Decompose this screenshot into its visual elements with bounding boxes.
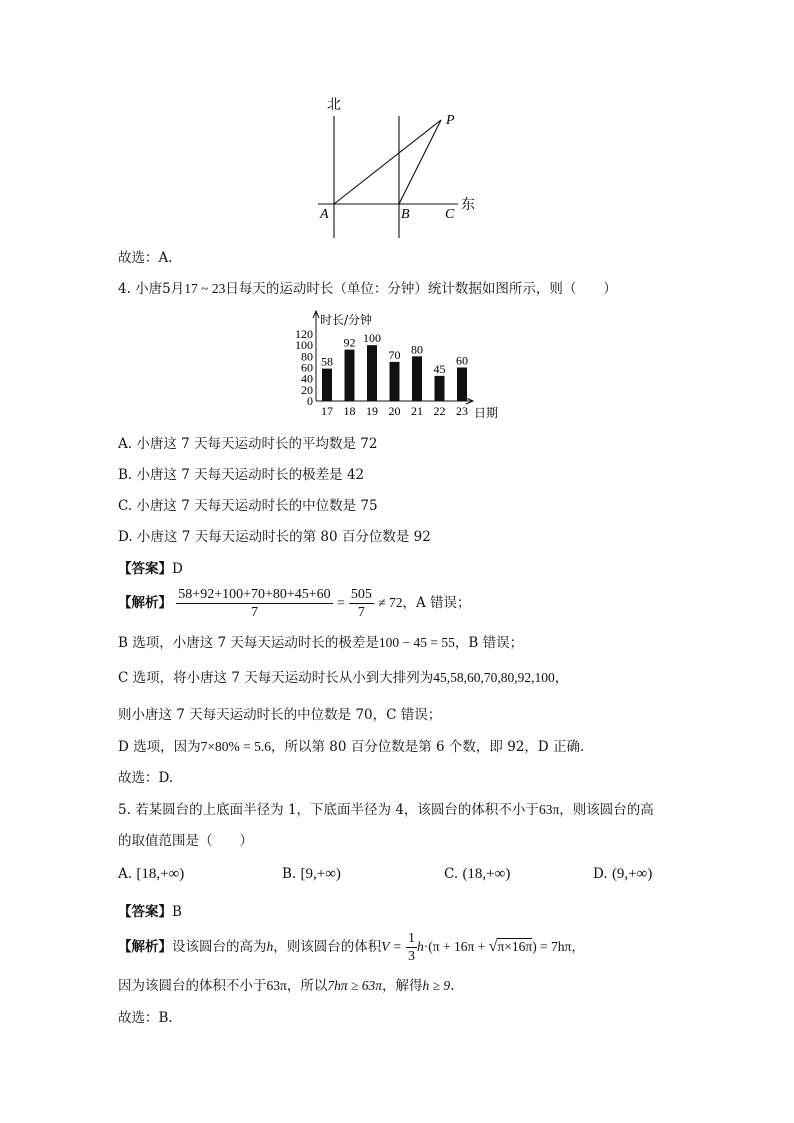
bar	[367, 345, 377, 401]
q4-line5-math: 7×80% = 5.6	[200, 739, 271, 754]
y-tick-label: 40	[301, 371, 313, 386]
bar-value-label: 100	[363, 331, 381, 346]
q4-option-d: D. 小唐这 7 天每天运动时长的第 80 百分位数是 92	[118, 529, 431, 545]
bar-chart	[280, 306, 510, 422]
q4-line5-end: ，所以第 80 百分位数是第 6 个数，即 92，D 正确.	[270, 739, 585, 755]
y-tick-label: 60	[301, 360, 313, 375]
q5-option-d-value: (9,+∞)	[611, 866, 653, 882]
q5-analysis-line2	[118, 977, 454, 995]
q4-answer-label: 【答案】	[118, 561, 172, 577]
q4-option-a: A. 小唐这 7 天每天运动时长的平均数是 72	[118, 436, 378, 452]
q4-line3-math: 45,58,60,70,80,92,100	[433, 670, 555, 685]
bar-value-label: 58	[321, 354, 333, 369]
q4-analysis-line4: 则小唐这 7 天每天运动时长的中位数是 70，C 错误；	[118, 707, 442, 723]
q5-line1-v: V =	[381, 939, 402, 954]
q5-option-b	[282, 866, 341, 883]
q4-conclusion: 故选：D.	[118, 770, 174, 786]
bar	[390, 362, 400, 401]
segment-ap	[334, 120, 441, 204]
bar-value-label: 92	[343, 335, 356, 350]
bar	[345, 350, 355, 401]
q5-stem-line1	[118, 801, 654, 819]
q5-analysis-line1: 【解析】设该圆台的高为h，则该圆台的体积V = $\frac{1}{3}$ h·(π + 16π + √π×16π) = 7hπ，	[118, 931, 585, 964]
q5-fraction-third	[406, 930, 417, 965]
q5-conclusion: 故选：B.	[118, 1010, 173, 1026]
x-tick-label: 17	[321, 404, 333, 418]
q5-line1-end: ，	[571, 939, 585, 955]
q5-line1-h2: h	[417, 939, 424, 954]
q5-line1-paren-open: ·(π + 16π +	[423, 939, 489, 954]
q5-stem-text: 5. 若某圆台的上底面半径为 1，下底面半径为 4，该圆台的体积不小于	[118, 802, 539, 818]
x-axis-label: 日期	[474, 406, 499, 420]
q5-line2-text3: ，解得	[382, 978, 423, 994]
q4-option-b: B. 小唐这 7 天每天运动时长的极差是 42	[118, 467, 365, 483]
q4-stem-prefix: 4. 小唐5月	[118, 281, 185, 297]
q5-stem-end: ，则该圆台的高	[559, 802, 654, 818]
y-tick-label: 80	[301, 349, 313, 364]
q5-option-d	[593, 866, 652, 883]
q5-stem-line2: 的取值范围是（ ）	[118, 833, 253, 849]
q4-answer	[118, 560, 183, 578]
bar-value-label: 60	[456, 353, 468, 368]
x-tick-label: 18	[343, 404, 356, 418]
point-a-label: A	[320, 207, 329, 222]
segment-bp	[399, 120, 441, 204]
q5-line2-m3: h ≥ 9	[422, 978, 451, 993]
q4-line3-end: ，	[554, 670, 569, 686]
q5-stem-math: 63π	[538, 802, 560, 817]
q5-option-c-value: (18,+∞)	[462, 866, 511, 882]
q5-line2-m2: 7hπ ≥ 63π	[327, 978, 383, 993]
bar-value-label: 70	[388, 347, 401, 362]
bar-value-label: 80	[411, 342, 423, 357]
y-axis-label: 时长/分钟	[320, 313, 373, 327]
q4-fraction-sum	[176, 586, 332, 621]
q4-frac1-num: 58+92+100+70+80+45+60	[178, 587, 331, 602]
q5-line1-text: 设该圆台的高为	[172, 939, 267, 955]
q4-frac2-den: 7	[357, 605, 365, 620]
q5-line2-text: 因为该圆台的体积不小于	[118, 978, 267, 994]
q4-line2-text: B 选项，小唐这 7 天每天运动时长的极差是	[118, 635, 379, 651]
q5-answer	[118, 903, 182, 921]
q4-frac2-num: 505	[350, 587, 372, 602]
q5-line1-h: h	[266, 939, 274, 954]
q4-analysis-line1: 【解析】 $\frac{58+92+100+70+80+45+60}{7}$ = $\frac{505}{7}$ ≠ 72，A 错误；	[118, 587, 471, 620]
q5-option-c-letter: C.	[444, 866, 459, 882]
bar	[412, 356, 422, 401]
north-label: 北	[327, 97, 341, 113]
x-tick-label: 23	[456, 404, 468, 418]
q5-analysis-label: 【解析】	[118, 939, 172, 955]
q4-line1-end: ，A 错误；	[402, 595, 471, 611]
q5-frac-den: 3	[408, 949, 416, 964]
x-tick-label: 21	[411, 404, 423, 418]
y-tick-label: 20	[301, 382, 313, 397]
q5-option-c	[444, 866, 510, 883]
q5-line1-text2: ，则该圆台的体积	[273, 939, 382, 955]
point-b-label: B	[401, 207, 410, 222]
q5-option-d-letter: D.	[593, 866, 608, 882]
y-tick-label: 100	[295, 338, 313, 353]
q4-answer-value: D	[172, 561, 183, 577]
q4-line3-text: C 选项，将小唐这 7 天每天运动时长从小到大排列为	[118, 670, 434, 686]
q5-frac-num: 1	[408, 931, 416, 946]
q5-line2-end: .	[450, 978, 455, 994]
q5-answer-value: B	[172, 904, 182, 920]
q5-option-b-value: [9,+∞)	[300, 866, 341, 882]
point-c-label: C	[445, 207, 455, 222]
q4-analysis-label: 【解析】	[118, 595, 172, 611]
point-p-label: P	[446, 113, 455, 128]
q3-conclusion: 故选：A.	[118, 250, 173, 266]
q5-line2-m1: 63π	[266, 978, 287, 993]
q5-answer-label: 【答案】	[118, 904, 172, 920]
q5-line1-sqrt: π×16π	[497, 939, 533, 954]
bar	[435, 376, 445, 401]
x-tick-label: 22	[433, 404, 446, 418]
q4-analysis-line2	[118, 634, 523, 652]
q4-line2-end: ，B 错误；	[454, 635, 524, 651]
q5-line2-text2: ，所以	[286, 978, 328, 994]
q4-fraction-result	[349, 586, 374, 621]
q4-line5-text: D 选项，因为	[118, 739, 201, 755]
q4-analysis-line5	[118, 738, 584, 756]
east-label: 东	[461, 197, 475, 213]
q5-line1-paren-close: ) = 7hπ	[532, 939, 572, 954]
bar	[322, 369, 332, 401]
x-tick-label: 19	[366, 404, 378, 418]
bar-value-label: 45	[433, 361, 446, 376]
q4-option-c: C. 小唐这 7 天每天运动时长的中位数是 75	[118, 498, 378, 514]
q5-option-a-value: [18,+∞)	[136, 866, 185, 882]
q5-option-a-letter: A.	[118, 866, 133, 882]
q4-analysis-line3	[118, 669, 568, 687]
q4-stem	[118, 280, 617, 298]
q4-line1-tail: ≠ 72	[378, 595, 403, 610]
q5-option-a	[118, 866, 184, 883]
q4-line2-math: 100 − 45 = 55	[378, 635, 455, 650]
y-tick-label: 120	[295, 327, 313, 341]
x-tick-label: 20	[388, 404, 401, 418]
q4-frac1-den: 7	[250, 605, 258, 620]
bar	[457, 368, 467, 402]
q5-option-b-letter: B.	[282, 866, 297, 882]
q4-stem-suffix: 日每天的运动时长（单位：分钟）统计数据如图所示，则（ ）	[225, 281, 617, 297]
y-tick-label: 0	[307, 394, 313, 408]
q4-stem-range: 17 ~ 23	[184, 281, 226, 296]
